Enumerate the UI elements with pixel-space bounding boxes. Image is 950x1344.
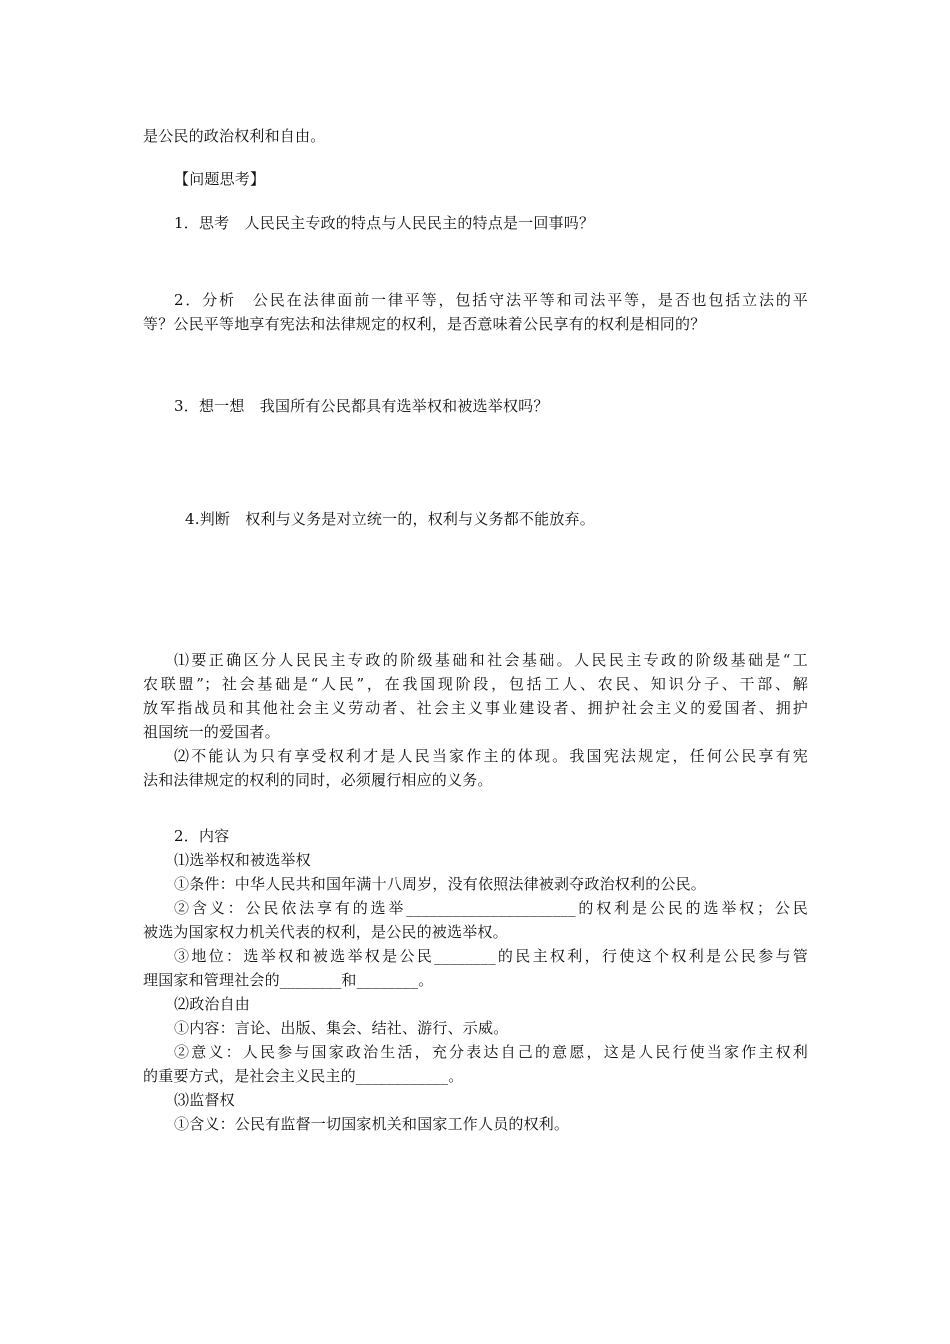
content-heading: 2．内容 bbox=[174, 827, 230, 845]
note-2-line-1: ⑵不能认为只有享受权利才是人民当家作主的体现。我国宪法规定，任何公民享有宪 bbox=[174, 747, 808, 765]
freedom-meaning-line-1: ②意义：人民参与国家政治生活，充分表达自己的意愿，这是人民行使当家作主权利 bbox=[174, 1043, 808, 1061]
note-1-line-1: ⑴要正确区分人民民主专政的阶级基础和社会基础。人民民主专政的阶级基础是“工 bbox=[174, 651, 808, 669]
voting-status-line-1: ③地位：选举权和被选举权是公民________的民主权利，行使这个权利是公民参与管 bbox=[174, 947, 808, 965]
voting-conditions: ①条件：中华人民共和国年满十八周岁，没有依照法律被剥夺政治权利的公民。 bbox=[174, 875, 707, 893]
supervision-meaning: ①含义：公民有监督一切国家机关和国家工作人员的权利。 bbox=[174, 1115, 570, 1133]
subheading-voting-rights: ⑴选举权和被选举权 bbox=[174, 851, 311, 869]
voting-meaning-line-1: ②含义：公民依法享有的选举______________________的权利是公民的选举权；公民 bbox=[174, 899, 808, 917]
voting-status-line-2: 理国家和管理社会的________和________。 bbox=[143, 971, 434, 989]
section-heading: 【问题思考】 bbox=[174, 170, 266, 188]
question-1: 1．思考 人民民主专政的特点与人民民主的特点是一回事吗？ bbox=[174, 214, 595, 232]
freedom-meaning-line-2: 的重要方式，是社会主义民主的____________。 bbox=[143, 1067, 464, 1085]
question-2-line-1: 2．分析 公民在法律面前一律平等，包括守法平等和司法平等，是否也包括立法的平 bbox=[174, 291, 808, 309]
subheading-political-freedom: ⑵政治自由 bbox=[174, 995, 251, 1013]
freedom-content: ①内容：言论、出版、集会、结社、游行、示威。 bbox=[174, 1019, 509, 1037]
question-4: 4.判断 权利与义务是对立统一的，权利与义务都不能放弃。 bbox=[185, 510, 595, 528]
text-line: 是公民的政治权利和自由。 bbox=[143, 127, 326, 145]
question-3: 3．想一想 我国所有公民都具有选举权和被选举权吗？ bbox=[174, 397, 549, 415]
note-1-line-2: 农联盟”；社会基础是“人民”，在我国现阶段，包括工人、农民、知识分子、干部、解 bbox=[143, 675, 808, 693]
subheading-supervision: ⑶监督权 bbox=[174, 1091, 235, 1109]
note-1-line-4: 祖国统一的爱国者。 bbox=[143, 723, 280, 741]
note-2-line-2: 法和法律规定的权利的同时，必须履行相应的义务。 bbox=[143, 771, 493, 789]
question-2-line-2: 等？公民平等地享有宪法和法律规定的权利，是否意味着公民享有的权利是相同的？ bbox=[143, 315, 706, 333]
voting-meaning-line-2: 被选为国家权力机关代表的权利，是公民的被选举权。 bbox=[143, 923, 508, 941]
note-1-line-3: 放军指战员和其他社会主义劳动者、社会主义事业建设者、拥护社会主义的爱国者、拥护 bbox=[143, 699, 808, 717]
